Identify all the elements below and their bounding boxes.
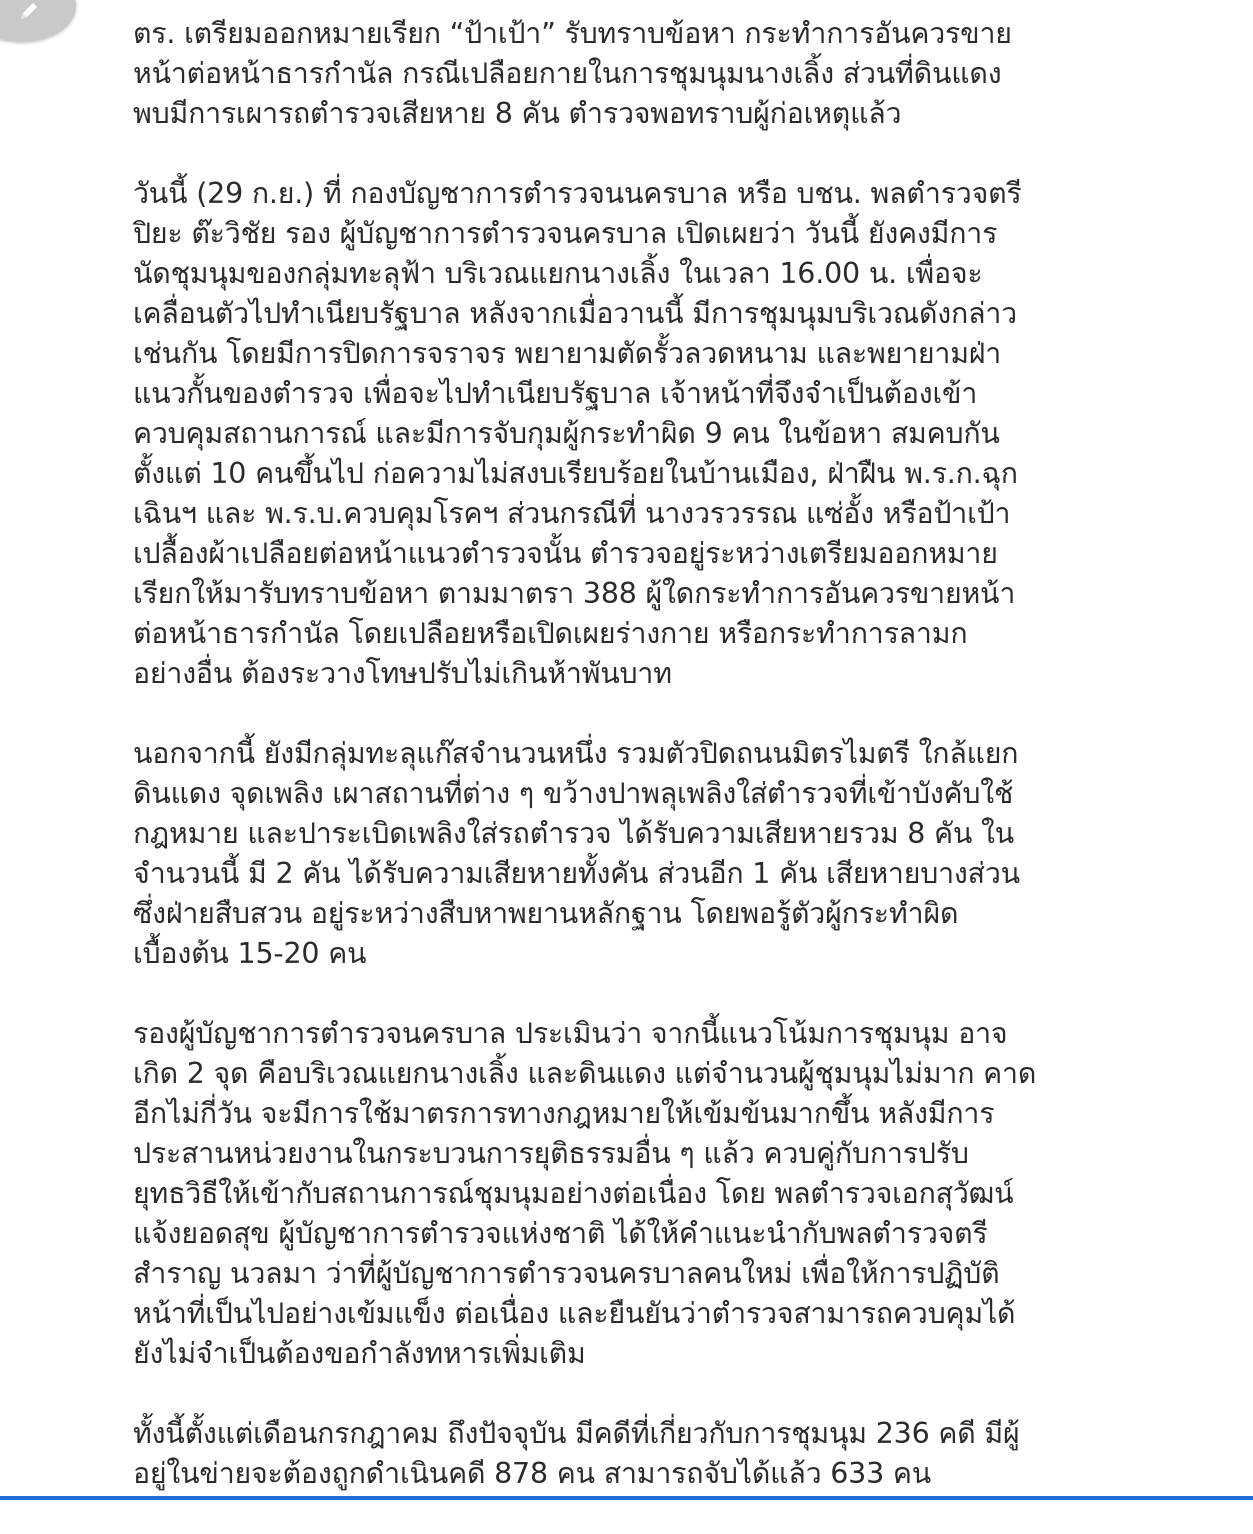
text-line: ต่อหน้าธารกำนัล โดยเปลือยหรือเปิดเผยร่างกาย หรือกระทำการลามก bbox=[133, 617, 968, 650]
text-line: วันนี้ (29 ก.ย.) ที่ กองบัญชาการตำรวจนนครบาล หรือ บชน. พลตำรวจตรี bbox=[133, 177, 1022, 210]
text-line: หน้าต่อหน้าธารกำนัล กรณีเปลือยกายในการชุมนุมนางเลิ้ง ส่วนที่ดินแดง bbox=[133, 57, 1002, 90]
text-line: หน้าที่เป็นไปอย่างเข้มแข็ง ต่อเนื่อง และยืนยันว่าตำรวจสามารถควบคุมได้ bbox=[133, 1297, 1016, 1330]
text-line: ควบคุมสถานการณ์ และมีการจับกุมผู้กระทำผิด 9 คน ในข้อหา สมคบกัน bbox=[133, 417, 1000, 450]
text-line: อีกไม่กี่วัน จะมีการใช้มาตรการทางกฎหมายให้เข้มข้นมากขึ้น หลังมีการ bbox=[133, 1097, 995, 1130]
text-line: ประสานหน่วยงานในกระบวนการยุติธรรมอื่น ๆ แล้ว ควบคู่กับการปรับ bbox=[133, 1137, 969, 1170]
text-line: อยู่ในข่ายจะต้องถูกดำเนินคดี 878 คน สามารถจับได้แล้ว 633 คน bbox=[133, 1457, 932, 1490]
text-line: ทั้งนี้ตั้งแต่เดือนกรกฎาคม ถึงปัจจุบัน มีคดีที่เกี่ยวกับการชุมนุม 236 คดี มีผู้ bbox=[133, 1417, 1020, 1450]
text-line: แจ้งยอดสุข ผู้บัญชาการตำรวจแห่งชาติ ได้ให้คำแนะนำกับพลตำรวจตรี bbox=[133, 1217, 988, 1250]
edit-button[interactable] bbox=[0, 0, 76, 42]
text-line: เคลื่อนตัวไปทำเนียบรัฐบาล หลังจากเมื่อวานนี้ มีการชุมนุมบริเวณดังกล่าว bbox=[133, 297, 1017, 330]
text-line: จำนวนนี้ มี 2 คัน ได้รับความเสียหายทั้งคัน ส่วนอีก 1 คัน เสียหายบางส่วน bbox=[133, 857, 1020, 890]
text-line: อย่างอื่น ต้องระวางโทษปรับไม่เกินห้าพันบาท bbox=[133, 657, 672, 690]
text-line: แนวกั้นของตำรวจ เพื่อจะไปทำเนียบรัฐบาล เจ้าหน้าที่จึงจำเป็นต้องเข้า bbox=[133, 377, 978, 410]
text-line: เกิด 2 จุด คือบริเวณแยกนางเลิ้ง และดินแดง แต่จำนวนผู้ชุมนุมไม่มาก คาด bbox=[133, 1057, 1037, 1090]
paragraph-statistics bbox=[133, 1414, 1053, 1494]
text-line: เปลื้องผ้าเปลือยต่อหน้าแนวตำรวจนั้น ตำรวจอยู่ระหว่างเตรียมออกหมาย bbox=[133, 537, 998, 570]
text-line: เฉินฯ และ พ.ร.บ.ควบคุมโรคฯ ส่วนกรณีที่ นางวรวรรณ แซ่อั้ง หรือป้าเป้า bbox=[133, 497, 1011, 530]
bottom-accent-bar bbox=[0, 1496, 1253, 1500]
text-line: กฎหมาย และปาระเบิดเพลิงใส่รถตำรวจ ได้รับความเสียหายรวม 8 คัน ใน bbox=[133, 817, 1015, 850]
text-line: นอกจากนี้ ยังมีกลุ่มทะลุแก๊สจำนวนหนึ่ง รวมตัวปิดถนนมิตรไมตรี ใกล้แยก bbox=[133, 737, 1019, 770]
text-line: พบมีการเผารถตำรวจเสียหาย 8 คัน ตำรวจพอทราบผู้ก่อเหตุแล้ว bbox=[133, 97, 902, 130]
text-line: ตร. เตรียมออกหมายเรียก “ป้าเป้า” รับทราบข้อหา กระทำการอันควรขาย bbox=[133, 17, 1012, 50]
text-line: นัดชุมนุมของกลุ่มทะลุฟ้า บริเวณแยกนางเลิ้ง ในเวลา 16.00 น. เพื่อจะ bbox=[133, 257, 983, 290]
paragraph-din-daeng bbox=[133, 734, 1053, 974]
text-line: ยุทธวิธีให้เข้ากับสถานการณ์ชุมนุมอย่างต่อเนื่อง โดย พลตำรวจเอกสุวัฒน์ bbox=[133, 1177, 1014, 1210]
text-line: ซึ่งฝ่ายสืบสวน อยู่ระหว่างสืบหาพยานหลักฐาน โดยพอรู้ตัวผู้กระทำผิด bbox=[133, 897, 959, 930]
text-line: รองผู้บัญชาการตำรวจนครบาล ประเมินว่า จากนี้แนวโน้มการชุมนุม อาจ bbox=[133, 1017, 1008, 1050]
text-line: เช่นกัน โดยมีการปิดการจราจร พยายามตัดรั้วลวดหนาม และพยายามฝ่า bbox=[133, 337, 1002, 370]
text-line: ตั้งแต่ 10 คนขึ้นไป ก่อความไม่สงบเรียบร้อยในบ้านเมือง, ฝ่าฝืน พ.ร.ก.ฉุก bbox=[133, 457, 1018, 490]
article-body bbox=[133, 14, 1053, 1534]
pencil-icon bbox=[18, 0, 40, 22]
text-line: ยังไม่จำเป็นต้องขอกำลังทหารเพิ่มเติม bbox=[133, 1337, 586, 1370]
paragraph-headline bbox=[133, 14, 1053, 134]
text-line: ดินแดง จุดเพลิง เผาสถานที่ต่าง ๆ ขว้างปาพลุเพลิงใส่ตำรวจที่เข้าบังคับใช้ bbox=[133, 777, 1014, 810]
paragraph-details bbox=[133, 174, 1053, 694]
text-line: เบื้องต้น 15-20 คน bbox=[133, 937, 367, 970]
text-line: เรียกให้มารับทราบข้อหา ตามมาตรา 388 ผู้ใดกระทำการอันควรขายหน้า bbox=[133, 577, 1016, 610]
text-line: สำราญ นวลมา ว่าที่ผู้บัญชาการตำรวจนครบาลคนใหม่ เพื่อให้การปฏิบัติ bbox=[133, 1257, 1000, 1290]
text-line: ปิยะ ต๊ะวิชัย รอง ผู้บัญชาการตำรวจนครบาล เปิดเผยว่า วันนี้ ยังคงมีการ bbox=[133, 217, 998, 250]
paragraph-assessment bbox=[133, 1014, 1053, 1374]
